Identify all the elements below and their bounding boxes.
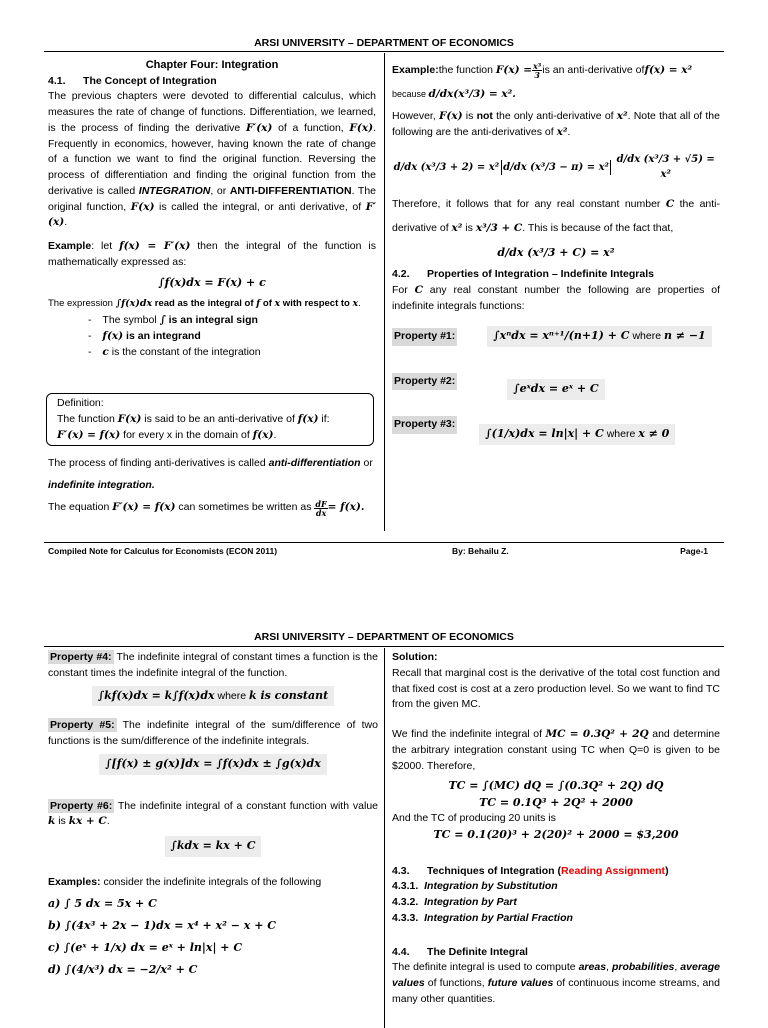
bullet-text: is an integrand [123, 330, 201, 342]
examples-intro [48, 875, 378, 891]
term-integration: INTEGRATION [138, 184, 211, 197]
because-line [392, 87, 720, 103]
because-text: because [392, 89, 429, 99]
frac-top: dF [315, 498, 327, 509]
footer-author: By: Behailu Z. [452, 546, 509, 556]
technique-item [392, 879, 720, 895]
def-int-text: of continuous income streams, and many other quantities. [392, 977, 720, 1005]
property-equation-box [99, 754, 327, 775]
example-text: then the integral of the function is mathematically expressed as: [48, 240, 376, 268]
column-divider [384, 648, 385, 1028]
list-item [88, 329, 376, 345]
property-5-eq [48, 754, 378, 775]
example-label: Example: [392, 63, 439, 76]
def-text: is said to be an anti-derivative of [141, 412, 298, 425]
expression-line [48, 297, 376, 311]
example-tag: a) [48, 896, 61, 910]
example-eq: f(x) = x² [644, 63, 693, 76]
solution-label: Solution: [392, 651, 438, 663]
example-eq: ∫(4x³ + 2x − 1)dx = x⁴ + x² − x + C [64, 918, 276, 932]
example-text: the function [438, 63, 493, 76]
expr-integral: ∫f(x)dx [115, 298, 153, 309]
property-eq: ∫[f(x) ± g(x)]dx = ∫f(x)dx ± ∫g(x)dx [105, 756, 321, 770]
definition-box [46, 393, 374, 446]
frac-bottom: 3 [534, 70, 540, 80]
property-3 [392, 406, 720, 445]
properties-intro [392, 283, 720, 315]
technique-number: 4.3.1. [392, 880, 419, 893]
technique-item [392, 911, 720, 927]
example-eq: f(x) = F′(x) [119, 240, 191, 252]
expr-text: The expression [48, 298, 116, 309]
however-text: the only anti-derivative of [492, 109, 617, 122]
example-text: is an anti-derivative of [542, 63, 645, 76]
therefore-eq: C [665, 198, 675, 211]
def-text: The function [57, 412, 118, 425]
property-where: where [629, 330, 664, 343]
equation-text: The equation [48, 501, 110, 514]
technique-title: Integration by Substitution [424, 880, 558, 893]
section-title: Properties of Integration – Indefinite Integrals [427, 268, 654, 281]
process-line [48, 456, 378, 472]
term-areas: areas [578, 961, 607, 974]
technique-number: 4.3.3. [392, 911, 419, 924]
term-future-values: future values [487, 977, 554, 989]
page-2 [0, 512, 768, 1024]
anti-example: d/dx (x³/3 + √5) = x² [616, 154, 715, 181]
property-equation-box [507, 379, 604, 400]
property-equation-box [487, 326, 711, 347]
bullet-text: is the constant of the integration [108, 345, 261, 358]
find-paragraph [392, 727, 720, 774]
section-number: 4.1. [48, 74, 66, 87]
section-heading-4-3 [392, 864, 720, 880]
intro-text: . The original function, [48, 184, 376, 213]
property-text: . [106, 815, 110, 828]
intro-paragraph [48, 89, 376, 231]
definition-text [57, 412, 363, 444]
property-label: Property #6: [50, 799, 113, 812]
property-equation-box [479, 424, 675, 445]
property-cond: k is constant [249, 688, 329, 702]
however-eq: x² [556, 125, 568, 138]
tc-text: And the TC of producing 20 units is [392, 812, 556, 825]
definition-title: Definition: [57, 397, 104, 409]
however-text: However, [392, 109, 439, 122]
left-column [48, 650, 378, 981]
header-rule [44, 646, 724, 647]
property-k: k [48, 815, 56, 828]
however-paragraph [392, 109, 720, 141]
property-4-eq [48, 686, 378, 707]
therefore-paragraph [392, 192, 720, 240]
equation-text: can sometimes be written as [178, 501, 312, 514]
find-text: and determine the arbitrary integration constant using TC when Q=0 is given to be $2000. Therefore, [392, 728, 720, 772]
example-paragraph [48, 239, 376, 271]
property-eq: ∫eˣdx = eˣ + C [513, 382, 599, 396]
solution-text: Recall that marginal cost is the derivative of the total cost function and that fixed cost is cost at a zero production level. So we want to find TC from the given MC. [392, 666, 720, 711]
page-header: ARSI UNIVERSITY – DEPARTMENT OF ECONOMICS [254, 631, 514, 643]
frac-bottom: dx [315, 507, 327, 518]
def-text: for every x in the domain of [120, 428, 253, 441]
intro-text: is called the integral, or anti derivative, of [154, 200, 366, 213]
property-6-text [48, 799, 378, 831]
bullet-symbol: c [102, 345, 109, 358]
props-text: any real constant number the following are properties of indefinite integrals functions: [392, 283, 720, 312]
intro-text: . [64, 216, 68, 229]
footer-course: Compiled Note for Calculus for Economists (ECON 2011) [48, 546, 278, 556]
because-eq: d/dx(x³/3) = x². [428, 88, 516, 100]
reading-assignment: Reading Assignment [561, 864, 666, 877]
however-eq: x² [616, 109, 628, 122]
example-tag: d) [48, 962, 61, 976]
examples-label: Examples: [48, 875, 101, 888]
definite-integral-text [392, 960, 720, 1007]
technique-item [392, 895, 720, 911]
expr-text: read as the integral of [152, 298, 257, 309]
term-indefinite: indefinite integration. [48, 478, 155, 491]
section-heading-4-4 [392, 945, 720, 961]
left-column-bottom [48, 456, 378, 517]
section-heading-4-1 [48, 74, 376, 90]
property-where: where [214, 689, 250, 702]
example-text: : let [91, 240, 120, 252]
property-eq: ∫kf(x)dx = k∫f(x)dx [97, 688, 215, 702]
tc-equation: TC = ∫(MC) dQ = ∫(0.3Q² + 2Q) dQ [448, 779, 664, 793]
however-eq: F(x) [438, 109, 463, 122]
def-text: if: [318, 412, 330, 425]
equation-eq: = f(x). [327, 501, 365, 514]
therefore-eq: x³/3 + C [475, 222, 523, 235]
technique-title: Integration by Part [424, 896, 517, 908]
process-text: The process of finding anti-derivatives is called [48, 457, 269, 469]
examples-text: consider the indefinite integrals of the following [100, 875, 322, 888]
tc-equation: TC = 0.1Q³ + 2Q² + 2000 [479, 795, 633, 809]
expr-text: of [260, 298, 275, 309]
therefore-equation: d/dx (x³/3 + C) = x² [497, 245, 615, 259]
property-1 [392, 326, 720, 347]
expr-f: f [256, 298, 261, 309]
however-not: not [476, 109, 493, 122]
example-eq: F(x) = [495, 63, 533, 76]
section-title: Techniques of Integration ( [427, 864, 562, 877]
section-title: The Concept of Integration [83, 74, 217, 87]
expr-text: with respect to [280, 298, 353, 309]
therefore-text: is [462, 222, 476, 235]
section-number: 4.2. [392, 268, 410, 281]
property-text: The indefinite integral of a constant function with value [114, 799, 378, 812]
process-text: or [360, 457, 373, 469]
property-5-text [48, 718, 378, 750]
example-item [48, 915, 378, 937]
anti-example: d/dx (x³/3 − π) = x² [502, 160, 612, 175]
property-equation-box [165, 836, 262, 857]
equation-eq: F′(x) = f(x) [112, 501, 176, 514]
list-item [88, 313, 376, 329]
fraction [532, 62, 542, 79]
property-label: Property #1: [392, 328, 457, 346]
example-item [48, 893, 378, 915]
property-eq: ∫(1/x)dx = ln|x| + C [485, 426, 604, 440]
property-text: The indefinite integral of constant times a function is the constant times the indefinite integral of the function. [48, 651, 378, 679]
however-text: . [567, 125, 571, 138]
anti-derivative-examples [392, 148, 720, 186]
intro-text: of a function, [272, 121, 350, 134]
math-Fx: F(x) [130, 200, 155, 213]
property-2 [392, 363, 720, 400]
therefore-eq: x² [451, 222, 463, 235]
section-number: 4.3. [392, 864, 410, 877]
property-label: Property #5: [50, 719, 115, 732]
find-text: We find the indefinite integral of [392, 728, 546, 740]
examples-list [48, 893, 378, 981]
example-eq: ∫ 5 dx = 5x + C [64, 896, 157, 910]
anti-example: d/dx (x³/3 + 2) = x² [392, 160, 502, 175]
expr-x: x [352, 298, 359, 309]
props-text: For [392, 283, 415, 296]
example-tag: c) [48, 940, 60, 954]
math-fprime: F′(x) [245, 121, 273, 134]
property-label: Property #4: [50, 651, 112, 663]
right-column [392, 650, 720, 1008]
term-anti-diff: anti-differentiation [268, 457, 361, 469]
def-int-text: , [674, 961, 681, 974]
property-equation-box [92, 686, 334, 707]
property-kx: kx + C [68, 815, 107, 828]
bullet-symbol: ∫ [159, 314, 166, 327]
example-eq: ∫(4/x³) dx = −2/x² + C [64, 962, 198, 976]
property-where: where [603, 427, 639, 440]
property-6-eq [48, 836, 378, 857]
find-mc: MC = 0.3Q² + 2Q [545, 728, 649, 740]
property-4-text [48, 650, 378, 682]
section-title: The Definite Integral [427, 945, 528, 958]
however-text: . Note that all of the following are the anti-derivatives of [392, 109, 720, 138]
property-eq: ∫xⁿdx = xⁿ⁺¹/(n+1) + C [493, 329, 630, 343]
bullet-symbol: f(x) [102, 330, 124, 342]
def-Fx: F(x) [117, 412, 142, 425]
footer-page-number: Page-1 [680, 546, 708, 556]
column-divider [384, 53, 385, 531]
def-int-text: The definite integral is used to compute [392, 961, 579, 974]
property-label: Property #2: [392, 373, 457, 391]
props-C: C [414, 283, 423, 296]
bullet-text: The symbol [102, 314, 160, 327]
expr-text: . [358, 298, 361, 309]
property-text: is [55, 815, 69, 828]
property-cond: n ≠ −1 [663, 329, 706, 343]
page-header: ARSI UNIVERSITY – DEPARTMENT OF ECONOMICS [254, 37, 514, 49]
left-column [48, 57, 376, 361]
technique-number: 4.3.2. [392, 896, 419, 908]
def-int-text: of functions, [424, 977, 488, 989]
math-Fx: F(x) [349, 121, 374, 134]
intro-text: . Frequently in economics, however, having known the rate of change of a function we want to find the original function. Reversing the process of differentiation and finding the original function from the derivative is called [48, 121, 376, 197]
property-text: The indefinite integral of the sum/difference of two functions is the sum/difference of the indefinite integrals. [48, 719, 378, 747]
chapter-title: Chapter Four: Integration [145, 59, 279, 71]
tc-equation: TC = 0.1(20)³ + 2(20)² + 2000 = $3,200 [433, 828, 679, 841]
example-item [48, 959, 378, 981]
def-int-text: , [606, 961, 612, 974]
right-column [392, 62, 720, 445]
intro-text: , or [210, 184, 230, 197]
however-text: is [462, 109, 477, 122]
property-cond: x ≠ 0 [638, 426, 670, 440]
term-antidiff: ANTI-DIFFERENTIATION [229, 184, 352, 197]
term-probabilities: probabilities [611, 961, 675, 974]
technique-title: Integration by Partial Fraction [424, 911, 573, 924]
bullet-text: is an integral sign [165, 314, 258, 327]
example-eq: ∫(eˣ + 1/x) dx = eˣ + ln|x| + C [63, 940, 243, 954]
property-eq: ∫kdx = kx + C [170, 839, 256, 852]
frac-top: x³ [533, 61, 542, 71]
example-item [48, 937, 378, 959]
def-fx: f(x) [297, 412, 319, 425]
property-label: Property #3: [392, 416, 457, 434]
therefore-text: the anti-derivative of [392, 198, 720, 235]
therefore-text: Therefore, it follows that for any real constant number [392, 198, 666, 211]
integral-equation: ∫f(x)dx = F(x) + c [158, 275, 266, 289]
section-heading-4-2 [392, 267, 720, 283]
math-fprime: F′(x) [48, 200, 376, 229]
header-rule [44, 51, 724, 52]
list-item [88, 345, 376, 361]
example-antiderivative [392, 62, 720, 79]
example-tag: b) [48, 918, 61, 932]
def-fx: f(x) [252, 428, 274, 441]
def-eq: F′(x) = f(x) [57, 428, 121, 441]
section-number: 4.4. [392, 945, 410, 958]
section-title: ) [665, 864, 669, 877]
expr-x: x [274, 298, 281, 309]
def-text: . [273, 428, 277, 441]
term-average-values: average values [392, 961, 720, 989]
integral-parts-list [88, 313, 376, 360]
intro-text: The previous chapters were devoted to differential calculus, which measures the rate of change of functions. Differentiation, we learned, is the process of finding the derivative [48, 90, 376, 134]
example-label: Example [48, 240, 92, 252]
therefore-text: . This is because of the fact that, [522, 222, 674, 235]
